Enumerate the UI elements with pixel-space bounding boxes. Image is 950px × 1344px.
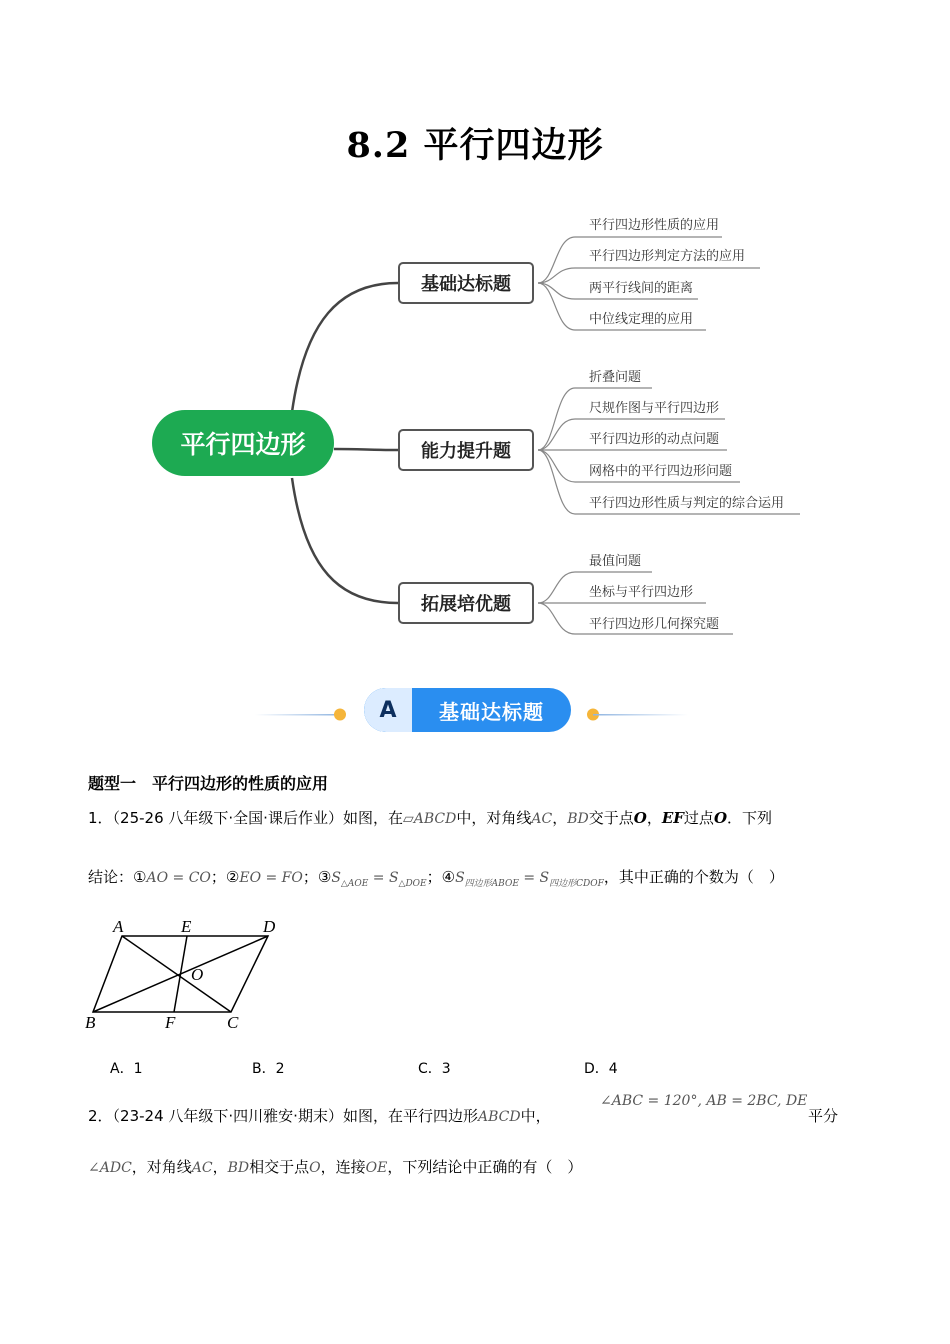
math: ∠ABC = 120°, AB = 2BC, DE (600, 1093, 808, 1109)
mindmap-leaf: 平行四边形几何探究题 (589, 617, 720, 632)
text: 交于点 (588, 809, 634, 827)
text: 如图，在平行四边形 (342, 1107, 478, 1125)
banner-text: 基础达标题 (439, 699, 544, 724)
mindmap-leaf: 折叠问题 (589, 370, 642, 385)
math: BD (567, 811, 589, 827)
mindmap-leaf: 平行四边形判定方法的应用 (589, 249, 746, 264)
math: AC (531, 811, 553, 827)
option-c[interactable]: C．3 (418, 1061, 451, 1077)
label-a: A (113, 917, 124, 936)
text: ，连接 (320, 1158, 366, 1176)
text: ， (212, 1158, 228, 1176)
section-title: 题型一 平行四边形的性质的应用 (88, 774, 329, 793)
parallelogram-figure (80, 910, 300, 1035)
text: ， (646, 809, 662, 827)
text: ，对角线 (131, 1158, 192, 1176)
question-source: （25-26 八年级下·全国·课后作业） (112, 809, 343, 827)
label-e: E (181, 917, 192, 936)
math: S (388, 870, 399, 886)
question-1-line-1 (88, 807, 772, 830)
math: AC (191, 1160, 213, 1176)
mindmap-category-advanced: 能力提升题 (398, 429, 534, 471)
mindmap-leaf: 平行四边形性质与判定的综合运用 (589, 496, 785, 511)
option-a[interactable]: A．1 (110, 1061, 143, 1077)
math: = (368, 870, 389, 886)
math-subscript: 四边形CDOF (549, 879, 604, 889)
question-2-line-1-end (808, 1105, 838, 1127)
text: ① (133, 868, 147, 886)
mindmap-leaf: 平行四边形的动点问题 (589, 432, 720, 447)
option-b[interactable]: B．2 (252, 1061, 285, 1077)
mindmap-root: 平行四边形 (152, 410, 334, 476)
text: ；② (210, 868, 240, 886)
label-b: B (85, 1013, 96, 1032)
mindmap-leaf: 最值问题 (589, 554, 642, 569)
math: S (455, 870, 465, 886)
text: ；③ (302, 868, 332, 886)
mindmap-connectors (0, 190, 950, 650)
math: S (331, 870, 341, 886)
label-c: C (227, 1013, 239, 1032)
mindmap-category-basic: 基础达标题 (398, 262, 534, 304)
math: EF (661, 809, 684, 827)
math: ▱ABCD (402, 811, 457, 827)
question-source: （23-24 八年级下·四川雅安·期末） (112, 1107, 343, 1125)
math-subscript: 四边形ABOE (464, 879, 519, 889)
section-banner (364, 688, 571, 732)
label-o: O (191, 965, 204, 984)
text: ，下列结论中正确的有（ ） (387, 1158, 583, 1176)
mindmap-leaf: 两平行线间的距离 (589, 281, 694, 296)
text: ， (552, 809, 568, 827)
text: 过点 (683, 809, 714, 827)
math-subscript: △AOE (340, 879, 369, 889)
question-number: 1． (88, 809, 113, 827)
text: ；④ (426, 868, 456, 886)
page-title: 8.2 平行四边形 (346, 125, 604, 166)
option-d[interactable]: D．4 (584, 1061, 618, 1077)
question-1-line-2 (88, 866, 784, 895)
math-subscript: △DOE (398, 879, 427, 889)
math: OE (365, 1160, 388, 1176)
text: ，其中正确的个数为（ ） (603, 868, 784, 886)
math: S (539, 870, 550, 886)
math: = (518, 870, 540, 886)
question-2-line-1 (88, 1105, 551, 1128)
math: O (309, 1160, 321, 1176)
math: ∠ADC (88, 1160, 132, 1176)
math: O (633, 809, 647, 827)
text: 结论： (88, 868, 134, 886)
mindmap-leaf: 网格中的平行四边形问题 (589, 464, 733, 479)
mindmap-leaf: 中位线定理的应用 (589, 312, 694, 327)
mindmap-leaf: 平行四边形性质的应用 (589, 218, 720, 233)
question-2-line-2 (88, 1156, 582, 1179)
math: AO = CO (146, 870, 211, 886)
mindmap-leaf: 坐标与平行四边形 (589, 585, 694, 600)
mindmap-leaf: 尺规作图与平行四边形 (589, 401, 720, 416)
mindmap-category-extended: 拓展培优题 (398, 582, 534, 624)
math: ABCD (477, 1109, 521, 1125)
text: 相交于点 (249, 1158, 310, 1176)
label-d: D (263, 917, 276, 936)
label-f: F (165, 1013, 176, 1032)
math: EO = FO (239, 870, 303, 886)
math: BD (227, 1160, 250, 1176)
text: 如图，在 (342, 809, 403, 827)
text: 中， (520, 1107, 551, 1125)
math: O (713, 809, 728, 827)
question-2-condition (600, 1089, 807, 1112)
question-number: 2． (88, 1107, 113, 1125)
text: 平分 (808, 1107, 839, 1125)
text: 中，对角线 (456, 809, 532, 827)
banner-letter: A (364, 688, 412, 732)
text: ．下列 (727, 809, 773, 827)
